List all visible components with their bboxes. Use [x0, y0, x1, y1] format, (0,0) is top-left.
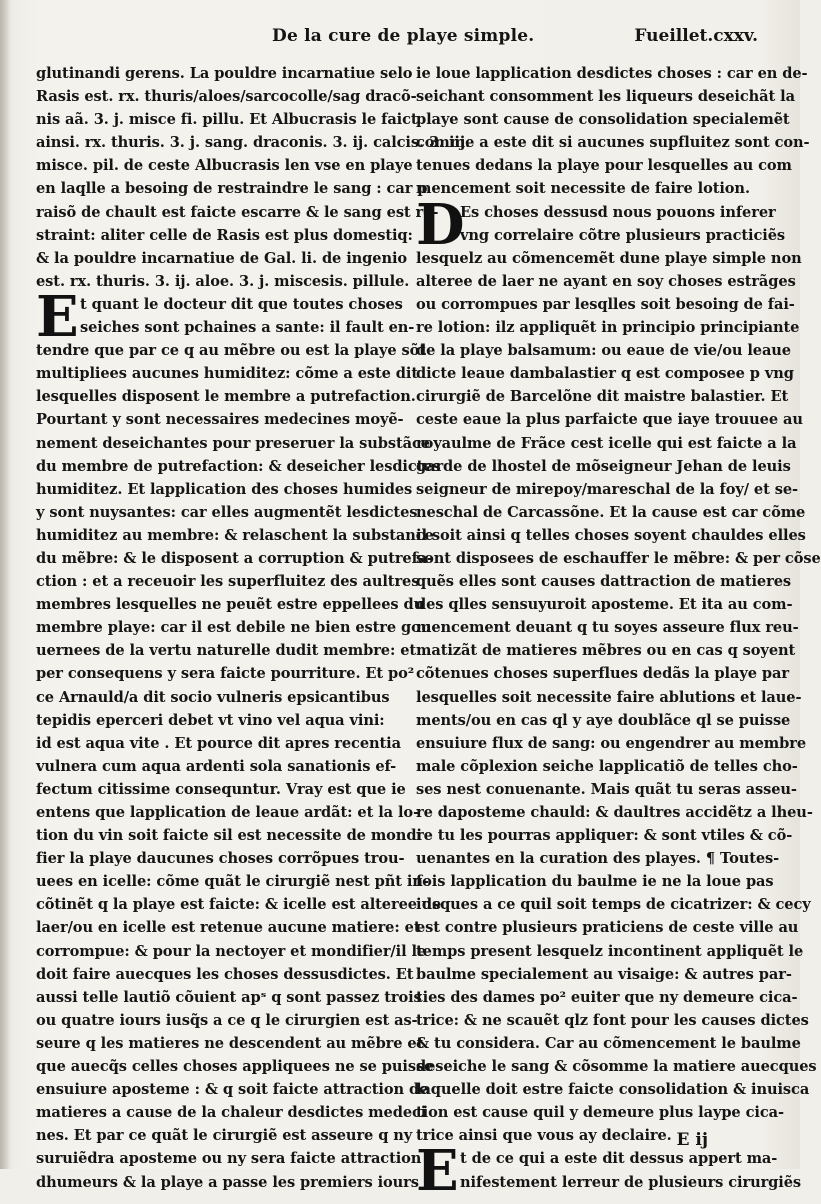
page-header [0, 24, 800, 52]
text-line: ce Arnauld/a dit socio vulneris epsicantibus [36, 688, 390, 706]
text-line: multipliees aucunes humiditez: cõme a este dit [36, 365, 418, 383]
text-line: quẽs elles sont causes dattraction de matieres [416, 573, 791, 591]
text-line: humiditez au membre: & relaschent la substance [36, 526, 434, 544]
text-line: id est aqua vite . Et pource dit apres recentia [36, 734, 401, 752]
text-line: y sont nuysantes: car elles augmentẽt lesdictes [36, 503, 418, 521]
text-line: corrompue: & pour la nectoyer et mondifier/il le [36, 942, 427, 960]
text-line: comme a este dit si aucunes supfluitez sont con- [416, 134, 810, 152]
text-line: il soit ainsi q telles choses soyent chauldes elles [416, 526, 806, 544]
text-line: ensuiure aposteme : & q soit faicte attraction de [36, 1081, 429, 1099]
text-line: t de ce qui a este dit dessus appert ma- [460, 1150, 778, 1168]
drop-cap-initial: E [36, 283, 79, 350]
text-line: re lotion: ilz appliquẽt in principio principiante [416, 319, 800, 337]
text-line: playe sont cause de consolidation specialemẽt [416, 111, 790, 129]
right-block-1 [416, 62, 810, 201]
text-line: entens que lapplication de leaue ardãt: et la lo- [36, 804, 420, 821]
left-column [36, 62, 471, 1194]
text-line: lesquelles disposent le membre a putrefaction. [36, 388, 416, 406]
text-line: ties des dames po² euiter que ny demeure cica- [416, 988, 798, 1006]
text-line: ses nest conuenante. Mais quãt tu seras asseu- [416, 780, 797, 798]
text-line: glutinandi gerens. La pouldre incarnatiue selo [36, 65, 413, 82]
text-line: ments/ou en cas ql y aye doublãce ql se puisse [416, 711, 791, 729]
text-line: ou quatre iours iusq̃s a ce q le cirurgien est as- [36, 1011, 418, 1029]
text-line: du mẽbre: & le disposent a corruption & putrefa- [36, 549, 434, 567]
text-line: mencement soit necessite de faire lotion. [416, 180, 750, 198]
left-block-2 [36, 339, 442, 1193]
text-line: uenantes en la curation des playes. ¶ Toutes- [416, 850, 780, 868]
text-line: garde de lhostel de mõseigneur Jehan de leuis [416, 457, 791, 475]
text-line: lesquelz au cõmencemẽt dune playe simple non [416, 249, 802, 267]
text-line: ou corrompues par lesqlles soit besoing de fai- [416, 295, 795, 313]
text-line: ie loue lapplication desdictes choses : car en de- [416, 65, 808, 82]
text-line: fectum citissime consequntur. Vray est que ie [36, 780, 406, 798]
text-line: & tu considera. Car au cõmencement le baulme [416, 1034, 801, 1052]
text-line: tenues dedans la playe pour lesquelles au com [416, 157, 792, 175]
text-line: cõtenues choses superflues dedãs la playe par [416, 665, 789, 683]
text-line: doit faire auecques les choses dessusdictes. Et [36, 965, 414, 983]
text-line: nement deseichantes pour preseruer la substãce [36, 434, 430, 452]
text-line: laquelle doit estre faicte consolidation & inuisca [416, 1081, 810, 1099]
text-line: ainsi. rx. thuris. 3. j. sang. draconis. 3. ij. calcis. 3. iij. [36, 134, 471, 152]
text-line: de la playe balsamum: ou eaue de vie/ou leaue [416, 342, 791, 360]
text-line: est. rx. thuris. 3. ij. aloe. 3. j. miscesis. pillule. [36, 272, 410, 290]
text-line: des qlles sensuyuroit aposteme. Et ita au com- [416, 596, 793, 614]
text-line: alteree de laer ne ayant en soy choses estrãges [416, 272, 796, 290]
text-line: cirurgiẽ de Barcelõne dit maistre balastier. Et [416, 388, 789, 406]
text-line: seichant consomment les liqueurs deseichãt la [416, 88, 795, 106]
text-line: aussi telle lautiõ cõuient apˢ q sont passez trois [36, 988, 422, 1006]
text-line: per consequens y sera faicte pourriture. Et po² [36, 665, 415, 683]
text-line: male cõplexion seiche lapplicatiõ de telles cho- [416, 757, 798, 775]
text-line: est contre plusieurs praticiens de ceste ville au [416, 919, 799, 937]
text-line: membre playe: car il est debile ne bien estre gou [36, 619, 432, 637]
text-line: nes. Et par ce quãt le cirurgiẽ est asseure q ny [36, 1127, 413, 1145]
text-line: nifestement lerreur de plusieurs cirurgiẽs [460, 1173, 802, 1191]
text-line: neschal de Carcassõne. Et la cause est car cõme [416, 503, 806, 521]
text-line: humiditez. Et lapplication des choses humides [36, 480, 413, 498]
text-line: ceste eaue la plus parfaicte que iaye trouuee au [416, 411, 803, 429]
running-title: De la cure de playe simple. [272, 26, 535, 46]
text-line: dhumeurs & la playe a passe les premiers iours [36, 1173, 419, 1191]
signature-mark: E ij [676, 1130, 708, 1150]
gutter-shadow [0, 0, 10, 1169]
drop-cap-initial: E [416, 1138, 459, 1204]
text-line: ction : et a receuoir les superfluitez des aultres [36, 573, 420, 591]
text-line: iusques a ce quil soit temps de cicatrizer: & cecy [416, 896, 811, 914]
text-line: uees en icelle: cõme quãt le cirurgiẽ nest pñt in- [36, 873, 429, 891]
drop-cap-initial: D [416, 191, 465, 258]
text-line: que auecq̃s celles choses appliquees ne se puisse [36, 1058, 434, 1076]
text-line: re tu les pourras appliquer: & sont vtiles & cõ- [416, 827, 793, 845]
text-line: t quant le docteur dit que toutes choses [80, 295, 403, 313]
text-line: tepidis eperceri debet vt vino vel aqua vini: [36, 711, 385, 729]
text-line: du membre de putrefaction: & deseicher lesdictes [36, 457, 441, 475]
text-line: Pourtant y sont necessaires medecines moyẽ- [36, 411, 404, 429]
text-line: uernees de la vertu naturelle dudit membre: et [36, 642, 417, 660]
text-line: lesquelles soit necessite faire ablutions et laue- [416, 688, 802, 706]
text-line: tion du vin soit faicte sil est necessite de mondi [36, 827, 422, 845]
text-line: re daposteme chauld: & daultres accidẽtz a lheu- [416, 804, 813, 821]
text-line: seigneur de mirepoy/mareschal de la foy/ et se- [416, 480, 798, 498]
text-line: membres lesquelles ne peuẽt estre eppellees du [36, 596, 425, 614]
text-line: raisõ de chault est faicte escarre & le sang est re- [36, 203, 439, 221]
text-line: laer/ou en icelle est retenue aucune matiere: et [36, 919, 421, 937]
text-line: sont disposees de eschauffer le mẽbre: & per cõse [416, 549, 821, 567]
text-line: baulme specialement au visaige: & autres par- [416, 965, 792, 983]
text-line: ensuiure flux de sang: ou engendrer au membre [416, 734, 807, 752]
text-line: straint: aliter celle de Rasis est plus domestiq: [36, 226, 413, 244]
text-line: matieres a cause de la chaleur desdictes medeci [36, 1104, 427, 1122]
text-line: dicte leaue dambalastier q est composee p vng [416, 365, 794, 383]
folio-number: Fueillet.cxxv. [634, 26, 758, 46]
text-line: vng correlaire cõtre plusieurs practiciẽs [460, 226, 786, 244]
text-line: mencement deuant q tu soyes asseure flux reu- [416, 619, 799, 637]
left-block-1 [36, 62, 471, 293]
text-line: suruiẽdra aposteme ou ny sera faicte attraction [36, 1150, 422, 1168]
text-line: seiches sont pchaines a sante: il fault en- [80, 319, 415, 337]
text-line: trice: & ne scauẽt qlz font pour les causes dictes [416, 1011, 809, 1029]
text-line: royaulme de Frãce cest icelle qui est faicte a la [416, 434, 797, 452]
right-block-2 [416, 247, 821, 1148]
text-line: trice ainsi que vous ay declaire. [416, 1127, 672, 1145]
text-line: fier la playe daucunes choses corrõpues trou- [36, 850, 405, 868]
left-paragraph-2 [36, 283, 415, 350]
text-line: seure q les matieres ne descendent au mẽbre et [36, 1034, 424, 1052]
text-line: tion est cause quil y demeure plus laype cica- [416, 1104, 784, 1122]
text-line: temps present lesquelz incontinent appliquẽt le [416, 942, 804, 960]
text-line: nis aã. 3. j. misce fi. pillu. Et Albucrasis le faict [36, 111, 418, 129]
text-line: deseiche le sang & cõsomme la matiere auecques [416, 1058, 817, 1076]
text-line: matizãt de matieres mẽbres ou en cas q soyent [416, 642, 796, 660]
text-line: vulnera cum aqua ardenti sola sanationis ef- [36, 757, 397, 775]
right-paragraph-2 [416, 191, 786, 258]
text-line: tendre que par ce q au mẽbre ou est la playe sõt [36, 342, 426, 360]
text-line: cõtinẽt q la playe est faicte: & icelle est alteree de [36, 896, 442, 914]
text-line: fois lapplication du baulme ie ne la loue pas [416, 873, 774, 891]
text-line: en laqlle a besoing de restraindre le sang : car p [36, 180, 428, 198]
text-line: & la pouldre incarnatiue de Gal. li. de ingenio [36, 249, 408, 267]
text-line: misce. pil. de ceste Albucrasis len vse en playe [36, 157, 413, 175]
text-line: Es choses dessusd nous pouons inferer [460, 203, 776, 221]
left-block-2-first-lines [36, 283, 415, 350]
right-block-2-first-lines [416, 191, 786, 258]
right-column [416, 62, 821, 1204]
text-line: Rasis est. rx. thuris/aloes/sarcocolle/sag dracõ- [36, 88, 417, 106]
